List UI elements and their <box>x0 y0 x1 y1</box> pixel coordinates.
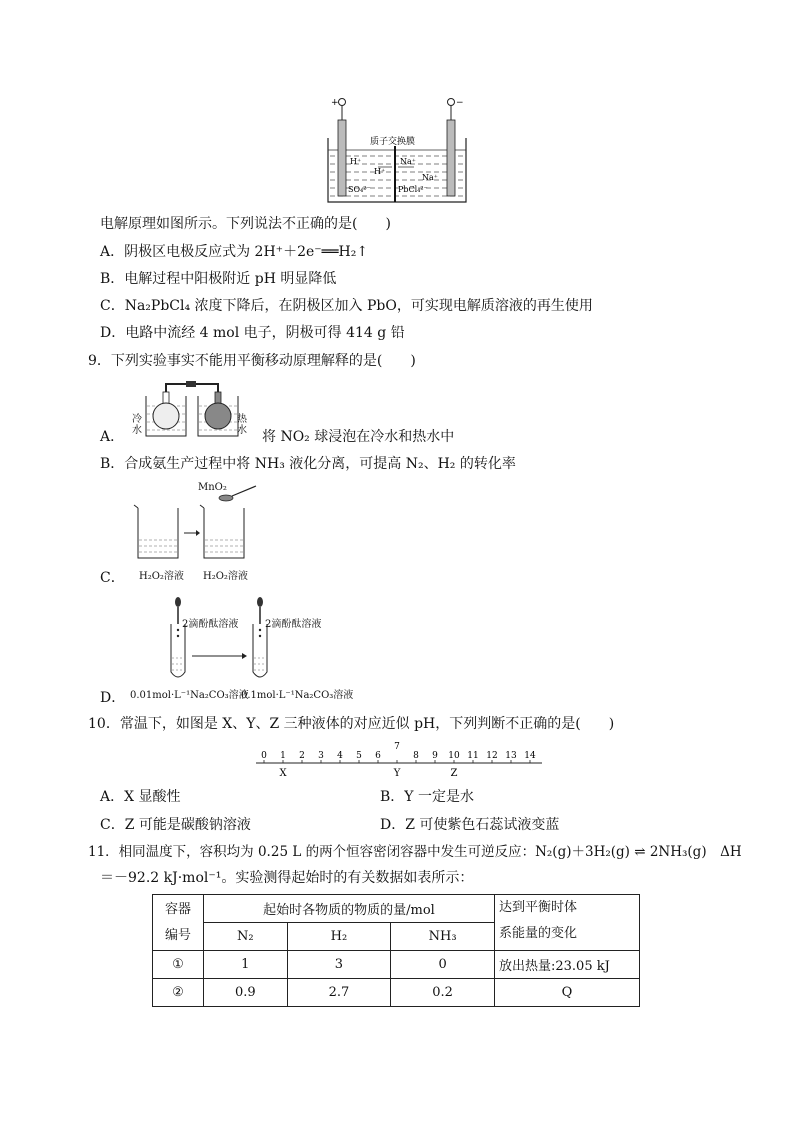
cell-h2: 3 <box>287 951 391 979</box>
q10-option-c: C．Z 可能是碳酸钠溶液 <box>100 817 251 833</box>
q10-option-d: D．Z 可使紫色石蕊试液变蓝 <box>380 817 560 833</box>
q9-c-label: C． <box>100 570 125 586</box>
ph-tick-label: 5 <box>356 751 362 761</box>
table-row <box>153 979 640 1007</box>
th-h2: H₂ <box>287 923 391 951</box>
q10-stem: 10．常温下，如图是 X、Y、Z 三种液体的对应近似 pH，下列判断不正确的是( ) <box>88 716 615 732</box>
clamp <box>186 381 196 387</box>
ph-scale <box>250 740 550 780</box>
ph-tick-label: 12 <box>486 751 498 761</box>
th-nh3: NH₃ <box>391 923 495 951</box>
q9-d-right-label: 0.1mol·L⁻¹Na₂CO₃溶液 <box>241 690 354 701</box>
q9-a-label: A． <box>100 429 125 445</box>
ph-point-z: Z <box>450 768 458 779</box>
ph-tick-label: 2 <box>299 751 305 761</box>
q9-d-left-label: 0.01mol·L⁻¹Na₂CO₃溶液 <box>130 690 249 701</box>
q9-d-drop2: 2滴酚酞溶液 <box>265 619 322 630</box>
cell-nh3: 0 <box>391 951 495 979</box>
spatula-mno2 <box>219 495 233 501</box>
th-container: 容器 编号 <box>153 895 204 951</box>
ion-na-top: Na⁺ <box>400 157 416 166</box>
ph-tick-label: 0 <box>261 751 267 761</box>
q11-line1: 11．相同温度下，容积均为 0.25 L 的两个恒容密闭容器中发生可逆反应：N₂(g)＋3H₂(g) ⇌ 2NH₃(g) ΔH <box>88 844 742 860</box>
cell-n2: 0.9 <box>204 979 288 1007</box>
cell-id: ① <box>153 951 204 979</box>
th-equilibrium-energy: 达到平衡时体 系能量的变化 <box>495 895 640 951</box>
th-start-amount: 起始时各物质的物质的量/mol <box>204 895 495 923</box>
cell-energy: 放出热量:23.05 kJ <box>495 951 640 979</box>
cathode-terminal <box>448 99 455 121</box>
q9-a-hot: 热水 <box>237 414 247 436</box>
q8-option-c: C．Na₂PbCl₄ 浓度下降后，在阴极区加入 PbO，可实现电解质溶液的再生使用 <box>100 298 593 314</box>
q9-c-left-label: H₂O₂溶液 <box>139 571 184 582</box>
ion-na-mid: Na⁺ <box>422 173 438 182</box>
hot-flask <box>205 403 231 429</box>
ph-tick-label: 3 <box>318 751 324 761</box>
q9-a-text: 将 NO₂ 球浸泡在冷水和热水中 <box>262 429 455 445</box>
q9-c-mno2: MnO₂ <box>198 482 227 493</box>
ph-tick-label: 7 <box>394 742 400 752</box>
anode-electrode <box>338 120 346 196</box>
cell-id: ② <box>153 979 204 1007</box>
ion-pbcl4: PbCl₄²⁻ <box>398 185 428 194</box>
ph-tick-label: 1 <box>280 751 286 761</box>
ph-point-x: X <box>279 768 287 779</box>
ph-tick-label: 10 <box>448 751 460 761</box>
ph-tick-label: 9 <box>432 751 438 761</box>
q11-data-table <box>152 894 640 1007</box>
test-tubes-figure <box>160 596 280 682</box>
cell-n2: 1 <box>204 951 288 979</box>
table-row <box>153 951 640 979</box>
q9-d-drop1: 2滴酚酞溶液 <box>182 619 239 630</box>
membrane-label: 质子交换膜 <box>370 137 416 147</box>
cell-energy: Q <box>495 979 640 1007</box>
ion-so4: SO₄²⁻ <box>348 185 371 194</box>
q9-a-cold: 冷水 <box>132 414 142 436</box>
q8-stem: 电解原理如图所示。下列说法不正确的是( ) <box>100 216 391 232</box>
q8-option-d: D．电路中流经 4 mol 电子，阴极可得 414 g 铅 <box>100 325 405 341</box>
q9-d-label: D． <box>100 690 126 706</box>
ph-tick-label: 4 <box>337 751 343 761</box>
ion-h-mid: H⁺ <box>374 167 386 176</box>
q9-c-right-label: H₂O₂溶液 <box>203 571 248 582</box>
anode-sign: + <box>331 98 339 108</box>
ph-tick-label: 6 <box>375 751 381 761</box>
ion-h-left: H⁺ <box>350 157 362 166</box>
q10-option-b: B．Y 一定是水 <box>380 789 474 805</box>
cathode-sign: − <box>456 98 464 108</box>
ph-tick-label: 11 <box>467 751 479 761</box>
q9-stem: 9．下列实验事实不能用平衡移动原理解释的是( ) <box>88 353 416 369</box>
th-n2: N₂ <box>204 923 288 951</box>
anode-terminal <box>339 99 346 121</box>
q10-option-a: A．X 显酸性 <box>100 789 181 805</box>
ph-point-y: Y <box>393 768 401 779</box>
cold-flask <box>153 403 179 429</box>
ph-tick-label: 8 <box>413 751 419 761</box>
ph-tick-label: 13 <box>505 751 517 761</box>
q11-line2: ＝－92.2 kJ·mol⁻¹。实验测得起始时的有关数据如表所示： <box>100 870 474 886</box>
electrolysis-cell-diagram <box>318 94 478 206</box>
ph-tick-label: 14 <box>524 751 536 761</box>
q8-option-b: B．电解过程中阳极附近 pH 明显降低 <box>100 271 337 287</box>
cell-nh3: 0.2 <box>391 979 495 1007</box>
cathode-electrode <box>447 120 455 196</box>
cell-h2: 2.7 <box>287 979 391 1007</box>
q9-option-b: B．合成氨生产过程中将 NH₃ 液化分离，可提高 N₂、H₂ 的转化率 <box>100 456 516 472</box>
q8-option-a: A．阴极区电极反应式为 2H⁺＋2e⁻══H₂↑ <box>100 244 369 260</box>
